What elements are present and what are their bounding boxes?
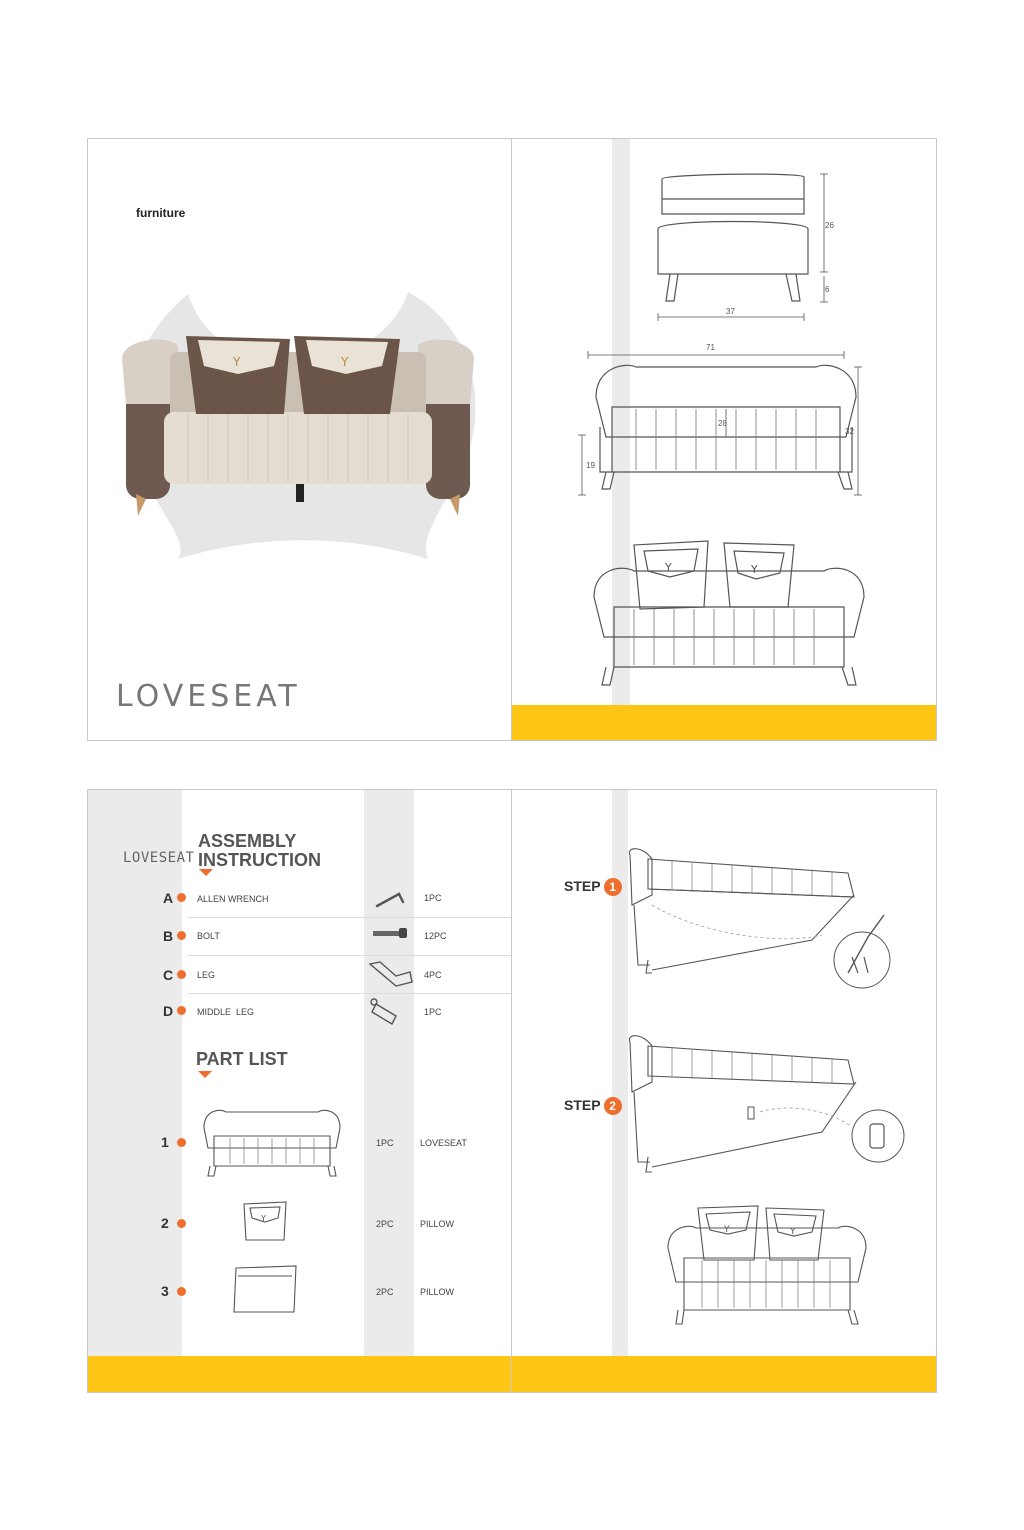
hardware-qty: 4PC bbox=[424, 970, 442, 980]
row-divider bbox=[188, 955, 513, 956]
steps-page bbox=[511, 789, 937, 1393]
product-title: LOVESEAT bbox=[116, 679, 301, 714]
assembly-heading-line1: ASSEMBLY bbox=[198, 831, 297, 851]
part-number: 3 bbox=[161, 1283, 169, 1299]
dim-seat-depth: 28 bbox=[718, 419, 727, 428]
part-qty: 2PC bbox=[376, 1219, 394, 1229]
middle-leg-icon bbox=[368, 996, 408, 1026]
part-qty: 1PC bbox=[376, 1138, 394, 1148]
middle-gray-strip bbox=[364, 790, 414, 1356]
dim-seat-height: 19 bbox=[586, 461, 595, 470]
left-gray-panel bbox=[88, 790, 182, 1356]
side-view-diagram bbox=[652, 169, 852, 329]
row-divider bbox=[188, 993, 513, 994]
part-name: PILLOW bbox=[420, 1219, 455, 1229]
yellow-footer-bar bbox=[88, 1356, 513, 1393]
part-name: PILLOW bbox=[420, 1287, 455, 1297]
bullet-dot bbox=[177, 1138, 186, 1147]
row-divider bbox=[188, 917, 513, 918]
hardware-letter: A bbox=[163, 890, 174, 906]
yellow-footer-bar bbox=[512, 1356, 937, 1393]
hardware-letter: D bbox=[163, 1003, 174, 1019]
bolt-icon bbox=[371, 926, 411, 940]
bullet-dot bbox=[177, 970, 186, 979]
hardware-name: BOLT bbox=[197, 931, 220, 941]
loveseat-photo bbox=[108, 284, 488, 564]
bullet-dot bbox=[177, 1219, 186, 1228]
pillow-icon bbox=[242, 1200, 290, 1244]
step-number-badge: 1 bbox=[604, 878, 622, 896]
svg-text:Y: Y bbox=[724, 1225, 730, 1235]
step-2-label bbox=[564, 1097, 622, 1115]
instruction-page bbox=[87, 789, 513, 1393]
yellow-footer-bar bbox=[512, 705, 937, 741]
svg-text:Y: Y bbox=[790, 1227, 796, 1237]
part-list-heading-marker bbox=[198, 1071, 212, 1078]
bullet-dot bbox=[177, 931, 186, 940]
cover-page bbox=[87, 138, 513, 741]
part-list-heading: PART LIST bbox=[196, 1049, 288, 1069]
svg-text:Y: Y bbox=[261, 1214, 266, 1223]
assembly-heading-line2: INSTRUCTION bbox=[198, 850, 321, 870]
bullet-dot bbox=[177, 1006, 186, 1015]
hardware-name: MIDDLE LEG bbox=[197, 1007, 255, 1017]
step-label-text: STEP bbox=[564, 878, 601, 894]
bullet-dot bbox=[177, 893, 186, 902]
hardware-name: ALLEN WRENCH bbox=[197, 894, 269, 904]
part-number: 2 bbox=[161, 1215, 169, 1231]
part-qty: 2PC bbox=[376, 1287, 394, 1297]
dim-side-height: 26 bbox=[825, 221, 834, 230]
pillow-rect-icon bbox=[232, 1264, 300, 1316]
leg-icon bbox=[366, 958, 416, 990]
step-1-label bbox=[564, 878, 622, 896]
svg-text:Y: Y bbox=[341, 355, 349, 369]
loveseat-icon bbox=[200, 1104, 344, 1178]
hardware-qty: 1PC bbox=[424, 893, 442, 903]
dim-depth: 37 bbox=[726, 307, 735, 316]
side-label: LOVESEAT bbox=[123, 850, 195, 866]
dim-leg-height: 6 bbox=[825, 285, 830, 294]
svg-text:Y: Y bbox=[233, 355, 241, 369]
hardware-name: LEG bbox=[197, 970, 216, 980]
step-2-diagram bbox=[622, 1032, 902, 1182]
svg-text:Y: Y bbox=[665, 561, 672, 574]
brand-name: furniture bbox=[136, 206, 186, 220]
hardware-letter: C bbox=[163, 967, 174, 983]
part-name: LOVESEAT bbox=[420, 1138, 467, 1148]
part-number: 1 bbox=[161, 1134, 169, 1150]
hardware-letter: B bbox=[163, 928, 174, 944]
step-1-diagram bbox=[622, 845, 902, 995]
step-number-badge: 2 bbox=[604, 1097, 622, 1115]
assembled-diagram bbox=[584, 537, 874, 687]
assembly-heading-marker bbox=[199, 869, 213, 876]
assembled-with-pillows-diagram bbox=[662, 1202, 872, 1327]
dim-width: 71 bbox=[706, 343, 715, 352]
step-label-text: STEP bbox=[564, 1097, 601, 1113]
hardware-qty: 12PC bbox=[424, 931, 447, 941]
hardware-qty: 1PC bbox=[424, 1007, 442, 1017]
bullet-dot bbox=[177, 1287, 186, 1296]
svg-text:Y: Y bbox=[751, 563, 758, 576]
dim-total-height: 32 bbox=[845, 427, 854, 436]
assembly-heading bbox=[198, 832, 321, 870]
allen-wrench-icon bbox=[375, 888, 407, 910]
dimensions-page bbox=[511, 138, 937, 741]
